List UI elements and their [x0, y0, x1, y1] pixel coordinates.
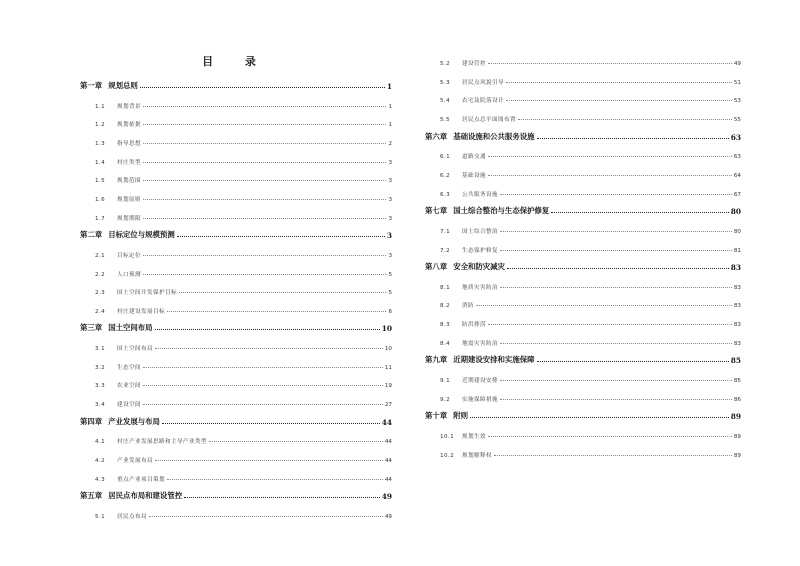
dot-leader — [143, 403, 383, 405]
toc-entry-label — [425, 410, 468, 421]
toc-page-number: 49 — [733, 61, 741, 67]
toc-entry-label — [440, 395, 498, 403]
toc-section-entry[interactable] — [80, 208, 392, 222]
toc-entry-label — [425, 354, 535, 365]
toc-section-entry[interactable] — [80, 114, 392, 128]
toc-entry-title: 安全和防灾减灾 — [453, 262, 505, 272]
toc-page-number: 1 — [388, 122, 392, 129]
toc-entry-label — [95, 456, 153, 464]
toc-page-number: 6 — [388, 308, 392, 315]
dot-leader — [500, 379, 732, 381]
toc-entry-number: 第七章 — [425, 206, 448, 216]
toc-page-number: 53 — [733, 98, 741, 105]
dot-leader — [209, 440, 383, 442]
toc-page-number: 2 — [388, 140, 392, 147]
toc-section-entry[interactable] — [425, 90, 741, 104]
dot-leader — [143, 273, 386, 275]
toc-page-number: 44 — [381, 417, 392, 427]
toc-page-number: 10 — [384, 346, 392, 353]
toc-entry-title: 指导思想 — [117, 140, 141, 147]
toc-entry-number: 第十章 — [425, 411, 448, 421]
toc-entry-label — [95, 363, 141, 371]
toc-entry-title: 国土综合整治与生态保护修复 — [453, 206, 550, 216]
dot-leader — [143, 366, 383, 368]
toc-section-entry[interactable] — [425, 240, 741, 254]
toc-section-entry[interactable] — [80, 450, 392, 464]
toc-entry-label — [440, 376, 498, 384]
toc-entry-number: 5.3 — [440, 79, 451, 86]
toc-entry-title: 国土空间布局 — [108, 323, 153, 333]
dot-leader — [155, 328, 380, 330]
dot-leader — [500, 342, 732, 344]
toc-entry-label — [440, 339, 498, 347]
toc-entry-number: 第二章 — [80, 230, 103, 240]
toc-entry-number: 2.2 — [95, 271, 106, 278]
toc-entry-number: 1.5 — [95, 178, 106, 185]
toc-entry-title: 居民点布局和建设管控 — [108, 491, 183, 501]
toc-entry-number: 1.7 — [95, 215, 106, 222]
toc-entry-label — [440, 78, 504, 86]
toc-entry-title: 国土空间布局 — [117, 346, 153, 353]
toc-entry-title: 居民点布局 — [117, 513, 147, 520]
toc-entry-number: 10.2 — [440, 452, 455, 459]
toc-entry-number: 5.1 — [95, 513, 106, 520]
toc-entry-title: 目标定位与规模预测 — [108, 230, 175, 240]
toc-section-entry[interactable] — [80, 152, 392, 166]
toc-entry-number: 第一章 — [80, 81, 103, 90]
toc-page-number: 89 — [733, 452, 741, 459]
toc-entry-number: 8.3 — [440, 322, 451, 329]
toc-entry-label — [95, 270, 141, 278]
toc-entry-label — [440, 96, 504, 104]
toc-entry-label — [95, 102, 141, 110]
toc-entry-title: 防洪排涝 — [462, 322, 486, 329]
toc-entry-label — [440, 283, 498, 291]
dot-leader — [551, 211, 728, 213]
toc-page-number: 5 — [388, 290, 392, 297]
toc-entry-number: 9.2 — [440, 396, 451, 403]
toc-chapter-entry[interactable] — [80, 487, 392, 501]
toc-entry-label — [440, 115, 516, 123]
dot-leader — [143, 198, 386, 200]
toc-section-entry[interactable] — [425, 295, 741, 309]
dot-leader — [143, 142, 386, 144]
dot-leader — [500, 286, 732, 288]
toc-entry-number: 4.2 — [95, 458, 106, 464]
toc-entry-title: 农宅及院落设计 — [462, 98, 504, 105]
toc-entry-number: 2.4 — [95, 308, 106, 315]
toc-entry-title: 近期建设安排和实施保障 — [453, 355, 535, 365]
toc-entry-label — [440, 59, 486, 67]
toc-entry-label — [425, 131, 535, 142]
dot-leader — [143, 123, 386, 125]
toc-entry-title: 重点产业项目策划 — [117, 476, 165, 483]
dot-leader — [143, 161, 386, 163]
dot-leader — [149, 515, 383, 517]
toc-entry-label — [95, 344, 153, 352]
dot-leader — [488, 174, 732, 176]
dot-leader — [143, 217, 386, 219]
toc-entry-number: 1.3 — [95, 140, 106, 147]
toc-section-entry[interactable] — [80, 96, 392, 110]
toc-entry-number: 5.4 — [440, 98, 451, 105]
toc-page-number: 3 — [388, 252, 392, 259]
toc-entry-number: 6.3 — [440, 191, 451, 198]
toc-entry-number: 7.1 — [440, 228, 451, 235]
toc-section-entry[interactable] — [425, 184, 741, 198]
toc-chapter-entry[interactable] — [425, 202, 741, 216]
toc-entry-number: 5.2 — [440, 61, 451, 67]
toc-entry-label — [95, 195, 141, 203]
toc-entry-label — [440, 320, 486, 328]
toc-entry-number: 第三章 — [80, 323, 103, 333]
toc-page-number: 83 — [730, 263, 741, 273]
toc-page-number: 3 — [388, 159, 392, 166]
toc-entry-label — [80, 322, 153, 333]
dot-leader — [506, 81, 732, 83]
toc-section-entry[interactable] — [425, 370, 741, 384]
toc-entry-label — [95, 158, 141, 166]
toc-page-number: 67 — [733, 191, 741, 198]
toc-page-number: 3 — [388, 215, 392, 222]
toc-page-number: 83 — [733, 340, 741, 347]
toc-entry-number: 4.3 — [95, 476, 106, 483]
toc-entry-title: 规划原则 — [117, 196, 141, 203]
toc-entry-number: 4.1 — [95, 439, 106, 446]
dot-leader — [143, 105, 386, 107]
toc-entry-number: 1.1 — [95, 103, 106, 110]
dot-leader — [537, 360, 729, 362]
toc-page-number: 44 — [384, 476, 392, 483]
toc-entry-title: 村庄类型 — [117, 159, 141, 166]
dot-leader — [500, 249, 732, 251]
toc-page-number: 11 — [384, 364, 392, 371]
dot-leader — [470, 416, 729, 418]
toc-page-number: 86 — [733, 396, 741, 403]
dot-leader — [167, 478, 383, 480]
toc-entry-title: 规划背景 — [117, 103, 141, 110]
toc-page-number: 83 — [733, 303, 741, 310]
dot-leader — [488, 155, 732, 157]
toc-page-number: 80 — [730, 207, 741, 217]
toc-section-entry[interactable] — [80, 170, 392, 184]
dot-leader — [167, 310, 386, 312]
dot-leader — [184, 496, 380, 498]
toc-entry-label — [440, 227, 498, 235]
toc-section-entry[interactable] — [80, 245, 392, 259]
toc-section-entry[interactable] — [425, 53, 741, 67]
dot-leader — [537, 137, 729, 139]
toc-entry-number: 第八章 — [425, 262, 448, 272]
toc-page-number: 64 — [733, 172, 741, 179]
toc-page-number: 3 — [388, 196, 392, 203]
toc-page-number: 49 — [384, 513, 392, 520]
toc-page-number: 19 — [384, 383, 392, 390]
toc-page-number: 85 — [733, 378, 741, 385]
toc-entry-label — [95, 288, 177, 296]
toc-entry-title: 消防 — [462, 303, 474, 310]
toc-page-number: 85 — [730, 356, 741, 366]
toc-page-number: 49 — [381, 492, 392, 502]
toc-section-entry[interactable] — [80, 189, 392, 203]
toc-entry-title: 道路交通 — [462, 154, 486, 161]
toc-entry-number: 第五章 — [80, 491, 103, 501]
toc-entry-number: 8.2 — [440, 303, 451, 310]
dot-leader — [488, 435, 732, 437]
toc-entry-title: 产业发展布局 — [117, 458, 153, 464]
toc-section-entry[interactable] — [425, 426, 741, 440]
toc-section-entry[interactable] — [80, 375, 392, 389]
toc-entry-number: 10.1 — [440, 434, 455, 440]
toc-entry-label — [95, 437, 207, 445]
dot-leader — [155, 347, 383, 349]
dot-leader — [518, 118, 732, 120]
dot-leader — [177, 235, 385, 237]
toc-entry-title: 建设空间 — [117, 402, 141, 409]
toc-entry-label — [95, 120, 141, 128]
toc-section-entry[interactable] — [80, 431, 392, 445]
toc-entry-title: 规划范围 — [117, 178, 141, 185]
toc-entry-number: 3.2 — [95, 364, 106, 371]
toc-entry-title: 目标定位 — [117, 252, 141, 259]
toc-entry-number: 第四章 — [80, 416, 103, 426]
toc-entry-label — [95, 512, 147, 520]
toc-page-number: 3 — [386, 231, 392, 241]
toc-entry-label — [95, 139, 141, 147]
toc-section-entry[interactable] — [80, 394, 392, 408]
toc-entry-label — [95, 214, 141, 222]
toc-entry-number: 3.3 — [95, 383, 106, 390]
toc-entry-title: 建设管控 — [462, 61, 486, 67]
toc-entry-title: 产业发展与布局 — [108, 416, 160, 426]
toc-section-entry[interactable] — [425, 72, 741, 86]
toc-entry-title: 公共服务设施 — [462, 191, 498, 198]
toc-page-number: 5 — [388, 271, 392, 278]
toc-chapter-entry[interactable] — [80, 226, 392, 240]
toc-entry-title: 附则 — [453, 411, 468, 421]
toc-section-entry[interactable] — [80, 133, 392, 147]
toc-page-number: 44 — [384, 458, 392, 464]
toc-entry-title: 规划解释权 — [462, 452, 492, 459]
toc-entry-number: 2.1 — [95, 252, 106, 259]
toc-entry-number: 5.5 — [440, 116, 451, 123]
toc-entry-label — [80, 416, 160, 427]
dot-leader — [143, 179, 386, 181]
toc-entry-label — [440, 451, 492, 459]
toc-entry-number: 7.2 — [440, 247, 451, 254]
dot-leader — [140, 86, 385, 88]
toc-entry-title: 国土空间开发保护目标 — [117, 290, 177, 297]
dot-leader — [500, 398, 732, 400]
toc-section-entry[interactable] — [425, 333, 741, 347]
toc-chapter-entry[interactable] — [80, 319, 392, 333]
toc-chapter-entry[interactable] — [425, 258, 741, 272]
toc-entry-label — [440, 432, 486, 440]
toc-entry-number: 9.1 — [440, 378, 451, 385]
toc-entry-title: 生态空间 — [117, 364, 141, 371]
toc-entry-label — [95, 381, 141, 389]
toc-page-number: 1 — [388, 103, 392, 110]
toc-section-entry[interactable] — [425, 277, 741, 291]
toc-section-entry[interactable] — [425, 109, 741, 123]
toc-section-entry[interactable] — [80, 282, 392, 296]
toc-entry-title: 地质灾害防治 — [462, 284, 498, 291]
toc-section-entry[interactable] — [80, 506, 392, 520]
dot-leader — [488, 62, 732, 64]
dot-leader — [507, 267, 729, 269]
toc-entry-label — [95, 251, 141, 259]
toc-page-number: 55 — [733, 116, 741, 123]
toc-entry-title: 基础设施和公共服务设施 — [453, 131, 535, 141]
toc-entry-number: 第六章 — [425, 131, 448, 141]
toc-entry-label — [80, 229, 175, 240]
toc-section-entry[interactable] — [80, 469, 392, 483]
toc-page-number: 1 — [386, 82, 392, 91]
toc-entry-label — [425, 205, 549, 216]
toc-entry-title: 规划生效 — [462, 434, 486, 440]
toc-entry-title: 地震灾害防治 — [462, 340, 498, 347]
toc-entry-title: 基础设施 — [462, 172, 486, 179]
toc-page-number: 83 — [733, 322, 741, 329]
toc-entry-label — [95, 307, 165, 315]
toc-entry-label — [95, 475, 165, 483]
toc-page-number: 63 — [733, 154, 741, 161]
toc-page-number: 89 — [733, 434, 741, 440]
toc-section-entry[interactable] — [80, 301, 392, 315]
toc-entry-title: 农业空间 — [117, 383, 141, 390]
dot-leader — [162, 422, 380, 424]
toc-entry-title: 村庄建设发展目标 — [117, 308, 165, 315]
toc-section-entry[interactable] — [80, 264, 392, 278]
dot-leader — [143, 254, 386, 256]
toc-entry-title: 实施保障措施 — [462, 396, 498, 403]
toc-entry-number: 1.4 — [95, 159, 106, 166]
toc-entry-title: 规划依据 — [117, 122, 141, 129]
toc-entry-label — [80, 490, 182, 501]
toc-chapter-entry[interactable] — [80, 413, 392, 427]
toc-page-number: 10 — [381, 324, 392, 334]
toc-entry-number: 8.1 — [440, 284, 451, 291]
toc-entry-title: 规划期限 — [117, 215, 141, 222]
dot-leader — [155, 459, 383, 461]
toc-entry-title: 规划总则 — [108, 81, 138, 90]
toc-entry-number: 1.6 — [95, 196, 106, 203]
toc-section-entry[interactable] — [425, 314, 741, 328]
toc-entry-number: 1.2 — [95, 122, 106, 129]
toc-page-number: 80 — [733, 228, 741, 235]
toc-entry-number: 6.1 — [440, 154, 451, 161]
toc-chapter-entry[interactable] — [425, 407, 741, 421]
toc-entry-label — [440, 246, 498, 254]
toc-page-number: 63 — [730, 132, 741, 142]
toc-entry-label — [440, 190, 498, 198]
toc-page-number: 81 — [733, 247, 741, 254]
toc-entry-number: 8.4 — [440, 340, 451, 347]
dot-leader — [500, 193, 732, 195]
toc-entry-label — [80, 80, 138, 91]
toc-entry-title: 居民点风貌引导 — [462, 79, 504, 86]
toc-entry-label — [440, 171, 486, 179]
toc-entry-title: 国土综合整治 — [462, 228, 498, 235]
toc-section-entry[interactable] — [425, 165, 741, 179]
toc-section-entry[interactable] — [425, 146, 741, 160]
dot-leader — [500, 230, 732, 232]
toc-entry-title: 人口预测 — [117, 271, 141, 278]
dot-leader — [476, 304, 732, 306]
dot-leader — [143, 384, 383, 386]
toc-section-entry[interactable] — [425, 221, 741, 235]
dot-leader — [488, 323, 732, 325]
toc-entry-number: 3.1 — [95, 346, 106, 353]
toc-entry-label — [95, 176, 141, 184]
toc-section-entry[interactable] — [80, 338, 392, 352]
toc-entry-label — [440, 152, 486, 160]
toc-title: 目 录 — [202, 55, 270, 68]
toc-entry-title: 居民点总平面图布置 — [462, 116, 516, 123]
toc-entry-title: 村庄产业发展思路和主导产业类型 — [117, 439, 207, 446]
dot-leader — [494, 454, 732, 456]
toc-page-number: 44 — [384, 439, 392, 446]
toc-entry-title: 生态保护修复 — [462, 247, 498, 254]
toc-page-number: 3 — [388, 178, 392, 185]
toc-section-entry[interactable] — [425, 389, 741, 403]
toc-entry-label — [425, 261, 505, 272]
toc-entry-label — [95, 400, 141, 408]
toc-entry-number: 2.3 — [95, 290, 106, 297]
toc-page-number: 89 — [730, 412, 741, 422]
toc-entry-title: 近期建设安排 — [462, 378, 498, 385]
dot-leader — [179, 291, 386, 293]
toc-section-entry[interactable] — [425, 445, 741, 459]
toc-entry-number: 6.2 — [440, 172, 451, 179]
toc-page-number: 51 — [733, 79, 741, 86]
dot-leader — [506, 99, 732, 101]
toc-entry-number: 3.4 — [95, 402, 106, 409]
toc-page-number: 83 — [733, 284, 741, 291]
toc-page-number: 27 — [384, 402, 392, 409]
toc-chapter-entry[interactable] — [80, 77, 392, 91]
toc-section-entry[interactable] — [80, 357, 392, 371]
toc-chapter-entry[interactable] — [425, 128, 741, 142]
toc-chapter-entry[interactable] — [425, 351, 741, 365]
toc-entry-number: 第九章 — [425, 355, 448, 365]
toc-entry-label — [440, 301, 474, 309]
